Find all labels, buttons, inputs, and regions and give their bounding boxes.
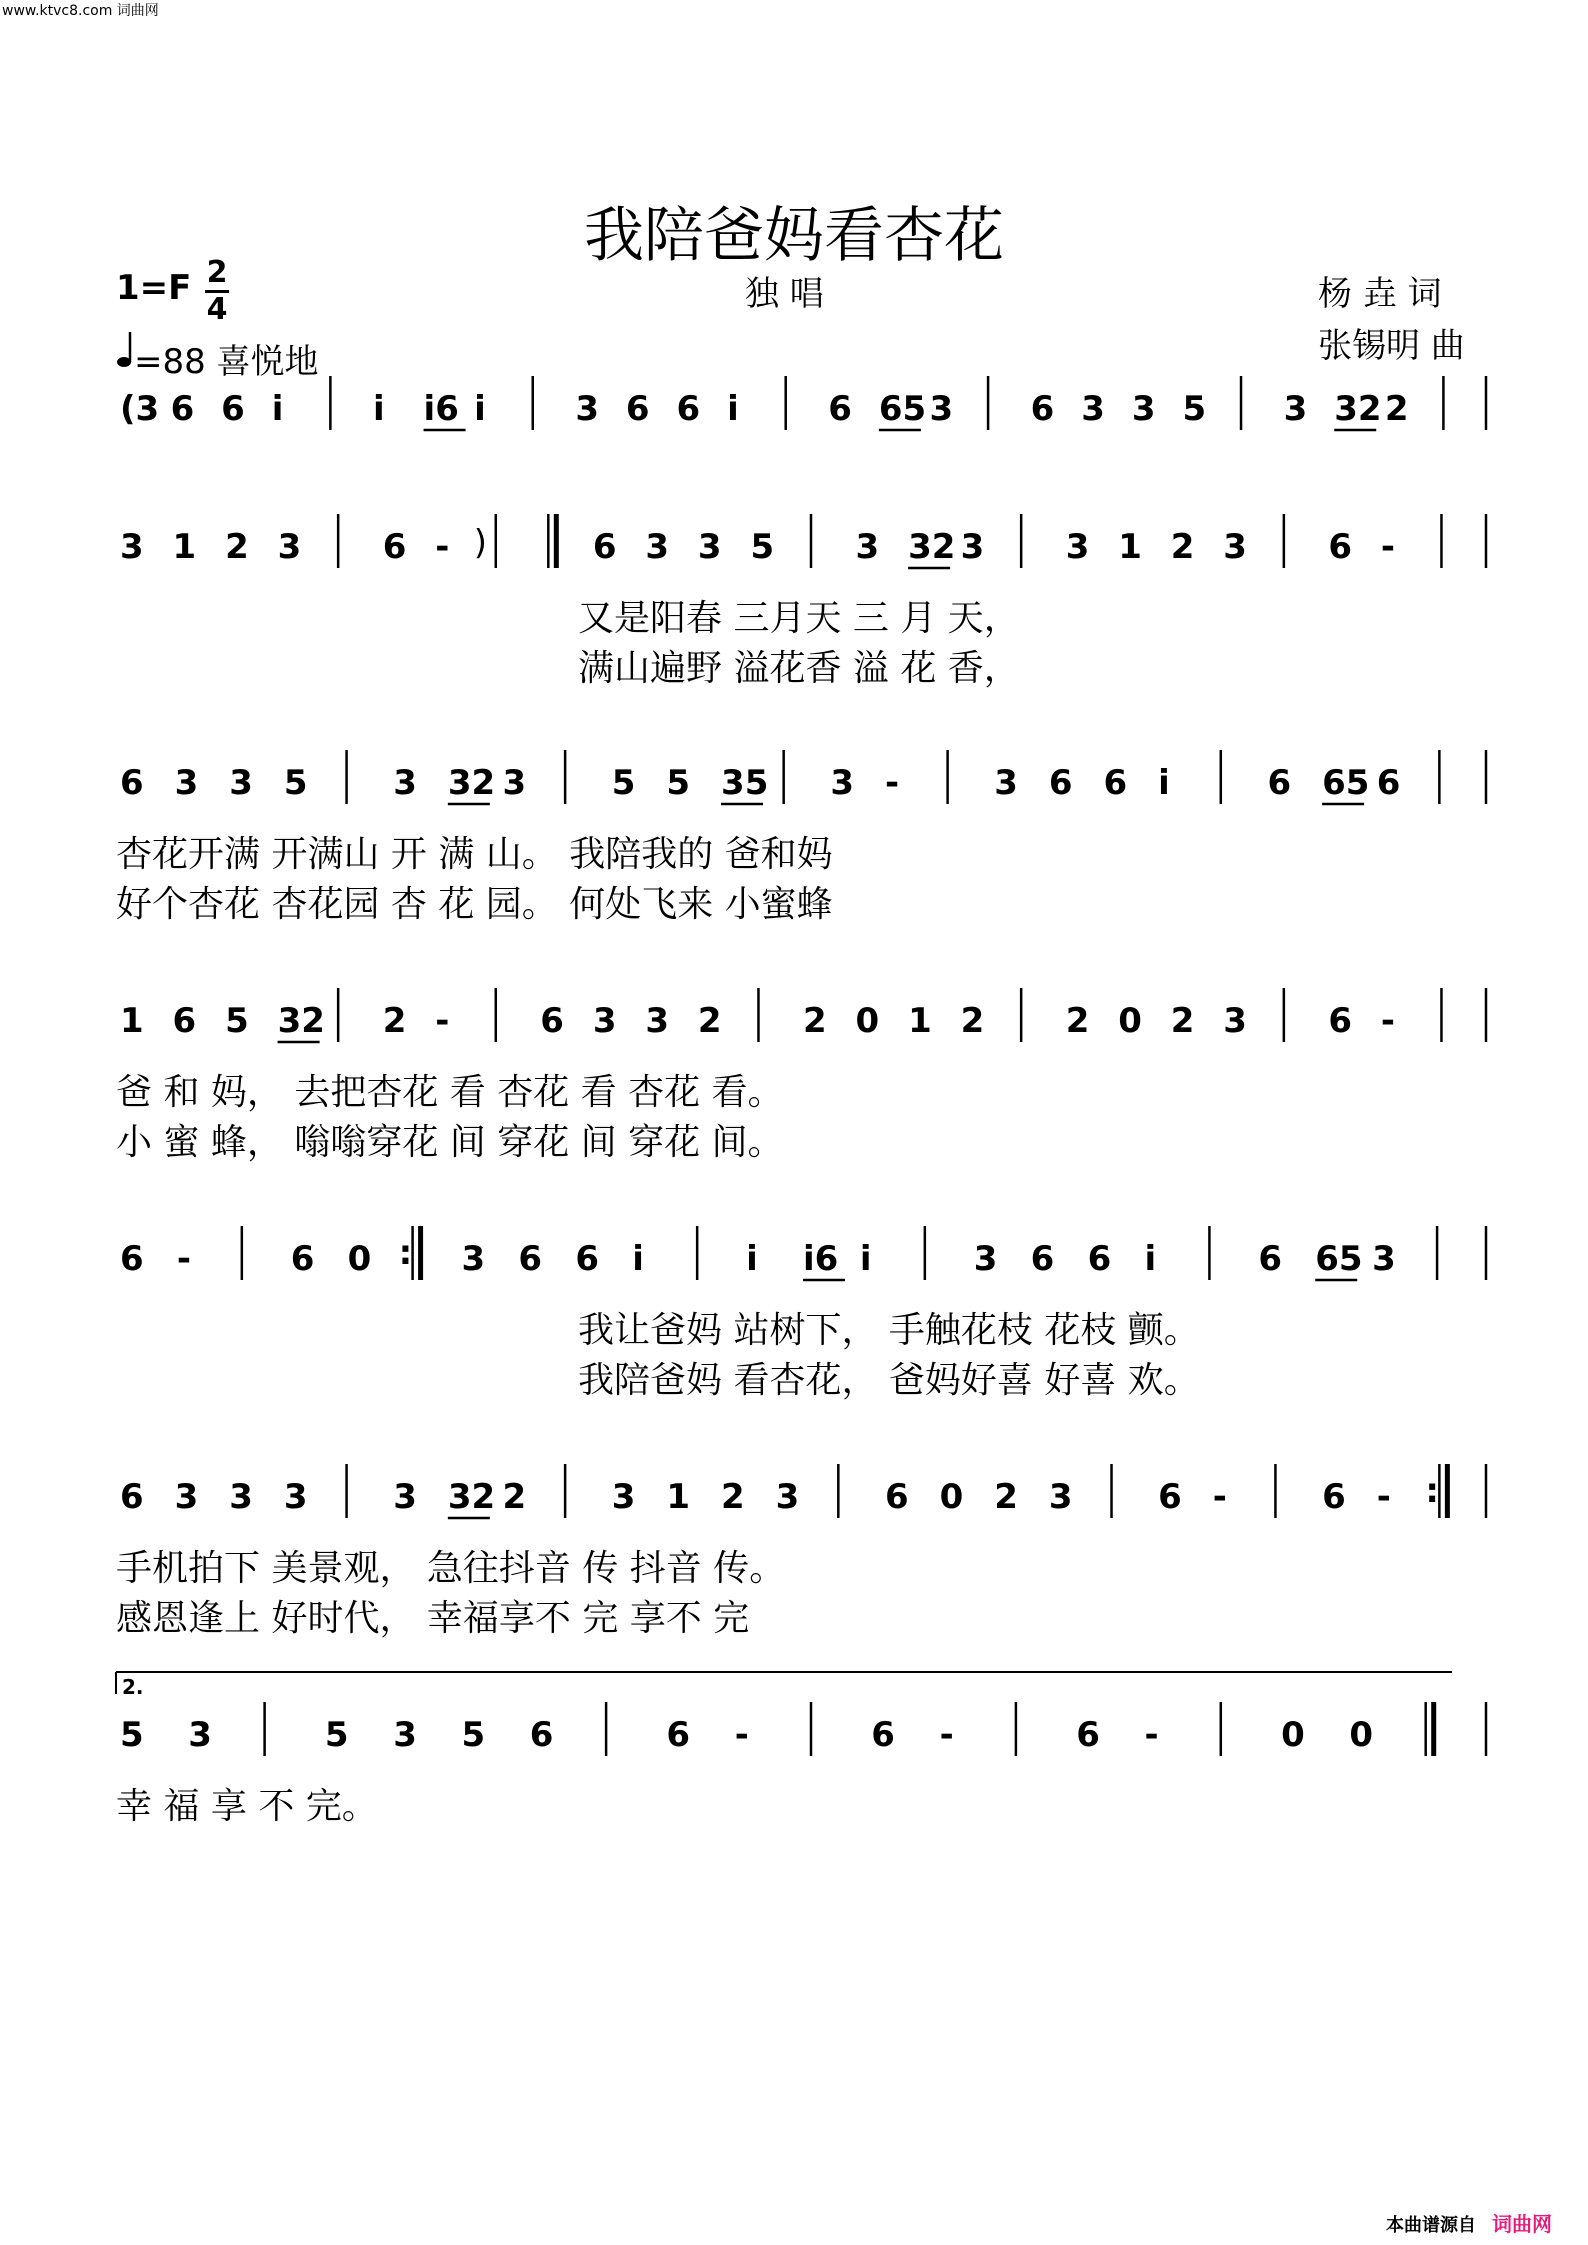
note-group: - <box>734 1715 749 1755</box>
note-group: 3 <box>1065 527 1090 567</box>
note-group: 6 <box>1048 763 1073 803</box>
note-group: 6 <box>676 389 701 429</box>
note-group: - <box>939 1715 954 1755</box>
note-group: 65 <box>1315 1239 1363 1279</box>
note-group: i <box>727 389 739 429</box>
note-group: 2 <box>502 1477 527 1517</box>
note-group: - <box>176 1239 192 1279</box>
note-group: 2 <box>1170 527 1195 567</box>
note-group: 3 <box>1048 1477 1073 1517</box>
note-group: i <box>372 389 385 429</box>
note-group: 6 <box>1267 763 1292 803</box>
volta-number: 2. <box>122 1675 144 1699</box>
note-group: 3 <box>775 1477 800 1517</box>
note-group: 3 <box>174 763 199 803</box>
note-group: i <box>746 1239 758 1279</box>
note-group: 5 <box>611 763 636 803</box>
note-group: 3 <box>611 1477 636 1517</box>
lyric-line: 又是阳春 三月天 三 月 天， <box>578 598 1020 639</box>
lyricist: 杨 垚 词 <box>1318 274 1442 314</box>
note-group: 6 <box>1328 1001 1353 1041</box>
note-group: 2 <box>697 1001 722 1041</box>
note-group: 3 <box>855 527 880 567</box>
note-group: i <box>859 1239 872 1279</box>
note-group: 2 <box>994 1477 1018 1517</box>
note-group: 6 <box>540 1001 564 1041</box>
note-group: 5 <box>666 763 691 803</box>
note-group: 6 <box>1076 1715 1100 1755</box>
lyric-line: 小 蜜 蜂， 嗡嗡穿花 间 穿花 间 穿花 间。 <box>116 1122 784 1163</box>
note-group: 3 <box>188 1715 212 1755</box>
note-group: 32 <box>277 1001 325 1041</box>
note-group: 6 <box>666 1715 691 1755</box>
note-group: 3 <box>502 763 527 803</box>
note-group: 3 <box>645 1001 670 1041</box>
note-group: 3 <box>929 389 954 429</box>
lyric-line: 满山遍野 溢花香 溢 花 香， <box>578 648 1020 689</box>
note-group: 3 <box>461 1239 486 1279</box>
note-group: 32 <box>908 527 956 567</box>
note-group: 1 <box>1118 527 1142 567</box>
tempo-marking: =88 喜悦地 <box>134 342 319 382</box>
note-group: 6 <box>1158 1477 1182 1517</box>
lyric-line: 我陪爸妈 看杏花， 爸妈好喜 好喜 欢。 <box>578 1360 1200 1401</box>
note-group: i <box>1158 763 1170 803</box>
note-group: 5 <box>750 527 775 567</box>
note-group: 5 <box>225 1001 249 1041</box>
note-group: i <box>271 389 284 429</box>
note-group: 3 <box>1283 389 1308 429</box>
note-group: 3 <box>1223 527 1247 567</box>
close-paren: ) <box>473 523 488 563</box>
note-group: 6 <box>120 1239 144 1279</box>
note-group: 2 <box>382 1001 407 1041</box>
note-group: 6 <box>625 389 650 429</box>
note-group: i <box>474 389 486 429</box>
note-group: 6 <box>172 1001 197 1041</box>
note-group: 2 <box>1170 1001 1195 1041</box>
note-group: 3 <box>575 389 600 429</box>
note-group: 6 <box>828 389 852 429</box>
note-group: 65 <box>878 389 927 429</box>
note-group: 5 <box>324 1715 349 1755</box>
note-group: 6 <box>575 1239 600 1279</box>
note-group: i6 <box>423 389 459 429</box>
note-group: 1 <box>120 1001 144 1041</box>
note-group: 6 <box>871 1715 895 1755</box>
note-group: 32 <box>447 763 496 803</box>
footer-site-logo: 词曲网 <box>1492 2212 1552 2236</box>
note-group: 32 <box>1334 389 1382 429</box>
time-sig-top: 2 <box>206 255 228 290</box>
note-group: 3 <box>645 527 670 567</box>
note-group: - <box>1380 527 1396 567</box>
note-group: 3 <box>697 527 722 567</box>
song-title: 我陪爸妈看杏花 <box>584 201 1004 271</box>
site-watermark: www.ktvc8.com 词曲网 <box>2 3 159 19</box>
note-group: - <box>1144 1715 1159 1755</box>
note-group: - <box>1380 1001 1396 1041</box>
note-group: 1 <box>172 527 197 567</box>
note-group: 6 <box>120 1477 144 1517</box>
note-group: 2 <box>803 1001 827 1041</box>
note-group: 6 <box>120 763 144 803</box>
note-group: 3 <box>960 527 985 567</box>
note-group: 3 <box>830 763 854 803</box>
note-group: 0 <box>1349 1715 1374 1755</box>
note-group: i <box>1144 1239 1157 1279</box>
key-signature: 1=F <box>116 268 192 308</box>
note-group: 3 <box>283 1477 308 1517</box>
note-group: - <box>435 527 450 567</box>
note-group: 3 <box>393 1715 417 1755</box>
note-group: 0 <box>939 1477 964 1517</box>
note-group: 1 <box>908 1001 932 1041</box>
note-group: 1 <box>666 1477 691 1517</box>
note-group: - <box>884 763 900 803</box>
note-group: 6 <box>1322 1477 1346 1517</box>
note-group: 3 <box>973 1239 998 1279</box>
note-group: 3 <box>120 527 144 567</box>
note-group: 6 <box>1376 763 1401 803</box>
note-group: 3 <box>229 1477 253 1517</box>
note-group: 3 <box>994 763 1018 803</box>
note-group: 6 <box>1030 1239 1055 1279</box>
note-group: 6 <box>290 1239 315 1279</box>
note-group: 6 <box>518 1239 543 1279</box>
note-group: 2 <box>1384 389 1409 429</box>
repeat-dots: : <box>398 1233 413 1273</box>
time-sig-bottom: 4 <box>206 292 228 327</box>
note-group: 2 <box>1065 1001 1090 1041</box>
repeat-dots: : <box>1425 1471 1439 1511</box>
note-group: 6 <box>592 527 617 567</box>
composer: 张锡明 曲 <box>1318 326 1465 366</box>
note-group: - <box>1376 1477 1391 1517</box>
note-group: 6 <box>170 389 195 429</box>
note-group: - <box>435 1001 450 1041</box>
note-group: 6 <box>221 389 245 429</box>
note-group: 3 <box>393 763 417 803</box>
note-group: 3 <box>393 1477 417 1517</box>
footer-source-text: 本曲谱源自 <box>1386 2215 1476 2236</box>
note-group: 3 <box>592 1001 617 1041</box>
note-group: 2 <box>721 1477 745 1517</box>
note-group: 6 <box>1258 1239 1283 1279</box>
note-group: 35 <box>721 763 769 803</box>
note-group: 6 <box>1103 763 1128 803</box>
note-group: 0 <box>1281 1715 1305 1755</box>
note-group: 2 <box>960 1001 985 1041</box>
note-group: 3 <box>277 527 302 567</box>
note-group: 6 <box>1087 1239 1112 1279</box>
lyric-line: 爸 和 妈， 去把杏花 看 杏花 看 杏花 看。 <box>116 1072 784 1113</box>
note-group: i6 <box>803 1239 839 1279</box>
lyric-line: 杏花开满 开满山 开 满 山。 我陪我的 爸和妈 <box>116 834 833 875</box>
lyric-line: 幸 福 享 不 完。 <box>116 1786 378 1827</box>
note-group: 5 <box>120 1715 144 1755</box>
note-group: 0 <box>1118 1001 1142 1041</box>
note-group: 6 <box>1030 389 1055 429</box>
note-group: 2 <box>225 527 249 567</box>
note-group: 5 <box>461 1715 486 1755</box>
note-group: 6 <box>382 527 407 567</box>
note-group: 3 <box>1131 389 1156 429</box>
lyric-line: 好个杏花 杏花园 杏 花 园。 何处飞来 小蜜蜂 <box>116 884 833 925</box>
note-group: 32 <box>447 1477 496 1517</box>
note-group: 0 <box>347 1239 372 1279</box>
note-group: 3 <box>1223 1001 1247 1041</box>
note-group: 5 <box>1182 389 1207 429</box>
lyric-line: 感恩逢上 好时代， 幸福享不 完 享不 完 <box>116 1598 750 1639</box>
performance-type: 独 唱 <box>745 274 824 314</box>
lyric-line: 手机拍下 美景观， 急往抖音 传 抖音 传。 <box>116 1548 786 1589</box>
note-group: (3 <box>120 389 160 429</box>
note-group: 3 <box>229 763 253 803</box>
note-group: 3 <box>174 1477 199 1517</box>
note-group: 0 <box>855 1001 880 1041</box>
note-group: 6 <box>884 1477 909 1517</box>
note-group: - <box>1212 1477 1227 1517</box>
note-group: 6 <box>529 1715 554 1755</box>
note-group: 6 <box>1328 527 1353 567</box>
note-group: i <box>632 1239 644 1279</box>
note-group: 65 <box>1322 763 1370 803</box>
note-group: 3 <box>1081 389 1105 429</box>
lyric-line: 我让爸妈 站树下， 手触花枝 花枝 颤。 <box>578 1310 1200 1351</box>
note-group: 5 <box>283 763 308 803</box>
note-group: 3 <box>1372 1239 1396 1279</box>
